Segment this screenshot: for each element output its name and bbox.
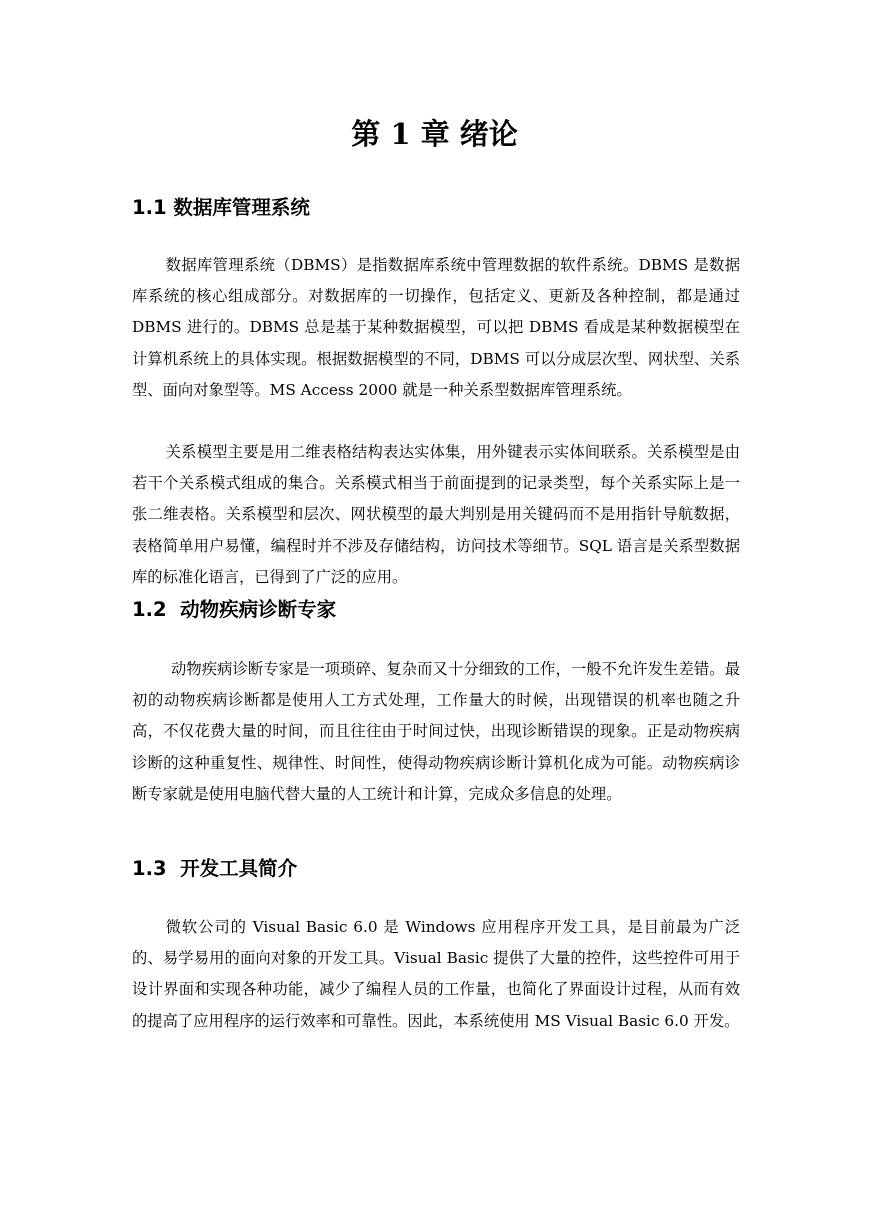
section-heading-1-3: 1.3 开发工具简介 <box>132 857 298 880</box>
section-heading-1-1: 1.1 数据库管理系统 <box>132 196 310 219</box>
paragraph-dev-tools: 微软公司的 Visual Basic 6.0 是 Windows 应用程序开发工具，是目前最为广泛的、易学易用的面向对象的开发工具。Visual Basic 提供了大量的控件，这些控件可用于设计界面和实现各种功能，减少了编程人员的工作量，也简化了界面设计过程，从而有效的提高了应用程序的运行效率和可靠性。因此，本系统使用 MS Visual Basic 6.0 开发。 <box>132 918 740 1030</box>
paragraph-dbms: 数据库管理系统（DBMS）是指数据库系统中管理数据的软件系统。DBMS 是数据库系统的核心组成部分。对数据库的一切操作，包括定义、更新及各种控制，都是通过 DBMS 进行的。DBMS 总是基于某种数据模型，可以把 DBMS 看成是某种数据模型在计算机系统上的具体实现。根据数据模型的不同，DBMS 可以分成层次型、网状型、关系型、面向对象型等。MS Access 2000 就是一种关系型数据库管理系统。 <box>132 256 740 399</box>
chapter-title: 第 1 章 绪论 <box>351 117 518 151</box>
paragraph-relational-model: 关系模型主要是用二维表格结构表达实体集，用外键表示实体间联系。关系模型是由若干个关系模式组成的集合。关系模式相当于前面提到的记录类型，每个关系实际上是一张二维表格。关系模型和层次、网状模型的最大判别是用关键码而不是用指针导航数据，表格简单用户易懂，编程时并不涉及存储结构，访问技术等细节。SQL 语言是关系型数据库的标准化语言，已得到了广泛的应用。 <box>132 443 740 586</box>
section-heading-1-2: 1.2 动物疾病诊断专家 <box>132 598 337 621</box>
paragraph-animal-disease-expert: 动物疾病诊断专家是一项琐碎、复杂而又十分细致的工作，一般不允许发生差错。最初的动物疾病诊断都是使用人工方式处理，工作量大的时候，出现错误的机率也随之升高，不仅花费大量的时间，而且往往由于时间过快，出现诊断错误的现象。正是动物疾病诊断的这种重复性、规律性、时间性，使得动物疾病诊断计算机化成为可能。动物疾病诊断专家就是使用电脑代替大量的人工统计和计算，完成众多信息的处理。 <box>132 660 740 803</box>
